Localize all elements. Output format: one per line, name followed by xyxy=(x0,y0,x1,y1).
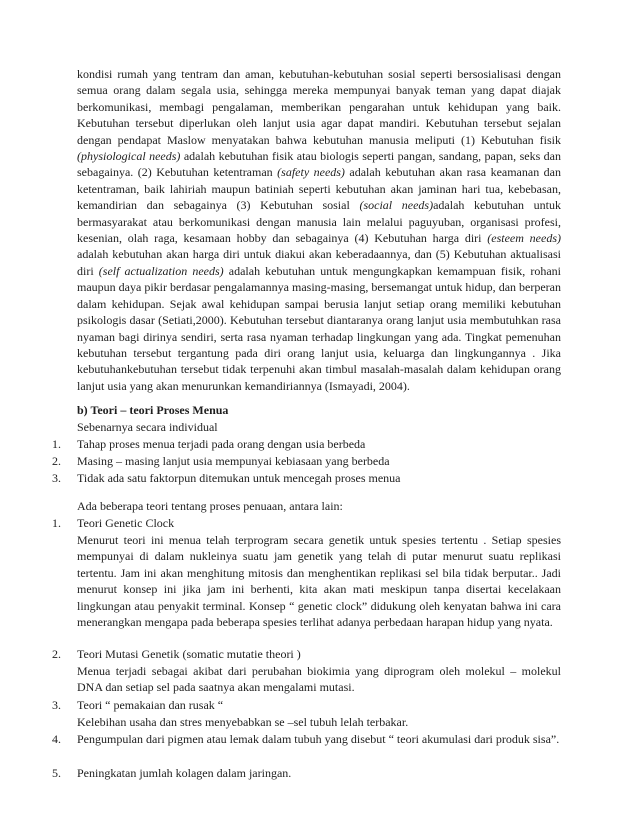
theory-title: Peningkatan jumlah kolagen dalam jaringan. xyxy=(77,766,292,780)
italic-term: (self actualization needs) xyxy=(98,263,224,278)
theory-title: Teori “ pemakaian dan rusak “ xyxy=(77,698,224,712)
list-item: Tidak ada satu faktorpun ditemukan untuk mencegah proses menua xyxy=(77,471,401,485)
section-intro: Sebenarnya secara individual xyxy=(77,420,218,434)
theory-number: 3. xyxy=(52,698,61,712)
paragraph-text: adalah kebutuhan fisik atau biologis seperti pangan, sandang, papan, seks dan sebagainya. (2) Kebutuhan ketentraman xyxy=(77,149,561,180)
section-heading: b) Teori – teori Proses Menua xyxy=(77,403,229,417)
body-paragraph xyxy=(77,66,561,394)
italic-term: (safety needs) xyxy=(277,165,345,180)
theory-number: 2. xyxy=(52,647,61,661)
theory-number: 1. xyxy=(52,516,61,530)
list-number: 2. xyxy=(52,454,61,468)
theory-title: Teori Mutasi Genetik (somatic mutatie theori ) xyxy=(77,647,301,661)
theory-body: Kelebihan usaha dan stres menyebabkan se –sel tubuh lelah terbakar. xyxy=(77,715,409,729)
theories-intro: Ada beberapa teori tentang proses penuaan, antara lain: xyxy=(77,499,343,513)
theory-body: Menua terjadi sebagai akibat dari perubahan biokimia yang diprogram oleh molekul – molekul DNA dan setiap sel pada saatnya akan mengalami mutasi. xyxy=(77,664,561,695)
italic-term: (social needs) xyxy=(359,198,434,213)
italic-term: (physiological needs) xyxy=(77,149,181,164)
theory-title: Pengumpulan dari pigmen atau lemak dalam tubuh yang disebut “ teori akumulasi dari produk sisa”. xyxy=(77,732,560,746)
theory-number: 5. xyxy=(52,766,61,780)
paragraph-text: adalah kebutuhan akan harga diri untuk diakui akan keberadaannya, dan (5) Kebutuhan aktualisasi diri xyxy=(77,247,561,278)
paragraph-text: kondisi rumah yang tentram dan aman, kebutuhan-kebutuhan sosial seperti bersosialisasi dengan semua orang dalam segala usia, sehingga mereka mempunyai banyak teman yang dapat diajak berkomunikasi, membagi pengalaman, memberikan pengarahan untuk kehidupan yang baik. Kebutuhan tersebut diperlukan oleh lanjut usia agar dapat mandiri. Kebutuhan tersebut sejalan dengan pendapat Maslow menyatakan bahwa kebutuhan manusia meliputi (1) Kebutuhan fisik xyxy=(77,67,561,147)
list-item: Tahap proses menua terjadi pada orang dengan usia berbeda xyxy=(77,437,366,451)
list-number: 3. xyxy=(52,471,61,485)
theory-title: Teori Genetic Clock xyxy=(77,516,175,530)
paragraph-text: adalah kebutuhan untuk bermasyarakat atau berkomunikasi dengan manusia lain melalui paguyuban, organisasi profesi, kesenian, olah raga, kesamaan hobby dan sebagainya (4) Kebutuhan harga diri xyxy=(77,198,561,246)
paragraph-text: adalah kebutuhan akan rasa keamanan dan ketentraman, baik lahiriah maupun batiniah seperti kebutuhan akan jaminan hari tua, kebebasan, kemandirian dan sebagainya (3) Kebutuhan sosial xyxy=(77,165,562,213)
italic-term: (esteem needs) xyxy=(487,231,561,246)
list-item: Masing – masing lanjut usia mempunyai kebiasaan yang berbeda xyxy=(77,454,390,468)
list-number: 1. xyxy=(52,437,61,451)
paragraph-text: adalah kebutuhan untuk mengungkapkan kemampuan fisik, rohani maupun daya pikir berdasar pengalamannya masing-masing, bersemangat untuk hidup, dan berperan dalam kehidupan. Sejak awal kehidupan sampai berusia lanjut setiap orang memiliki kebutuhan psikologis dasar (Setiati,2000). Kebutuhan tersebut diantaranya orang lanjut usia membutuhkan rasa nyaman bagi dirinya sendiri, serta rasa nyaman terhadap lingkungan yang ada. Tingkat pemenuhan kebutuhan tersebut tergantung pada diri orang lanjut usia, keluarga dan lingkungannya . Jika kebutuhankebutuhan tersebut tidak terpenuhi akan timbul masalah-masalah dalam kehidupan orang lanjut usia yang akan menurunkan kemandiriannya (Ismayadi, 2004). xyxy=(77,263,561,393)
theory-body: Menurut teori ini menua telah terprogram secara genetik untuk spesies tertentu . Setiap spesies mempunyai di dalam nukleinya suatu jam genetik yang telah di putar menurut suatu replikasi tertentu. Jam ini akan menghitung mitosis dan menghentikan replikasi sel bila tidak berputar.. Jadi menurut konsep ini jika jam ini berhenti, kita akan mati meskipun tanpa disertai kecelakaan lingkungan atau penyakit terminal. Konsep “ genetic clock” didukung oleh kenyatan bahwa ini cara menerangkan mengapa pada beberapa spesies terlihat adanya perbedaan harapan hidup yang nyata. xyxy=(77,533,561,630)
theory-number: 4. xyxy=(52,732,61,746)
